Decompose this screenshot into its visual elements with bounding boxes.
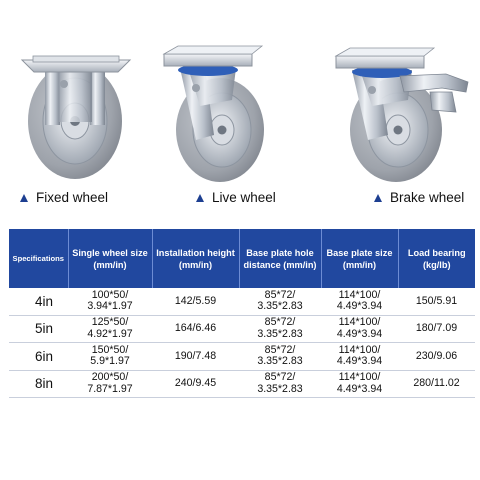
cell-height: 142/5.59 — [152, 288, 239, 315]
cell-text: 4.49*3.94 — [336, 300, 383, 313]
cell-text: 3.35*2.83 — [257, 327, 303, 340]
header-base-plate-size: Base plate size (mm/in) — [321, 229, 398, 288]
table-row — [9, 370, 475, 398]
cell-text: 3.35*2.83 — [257, 355, 303, 368]
brake-wheel-image — [336, 48, 468, 182]
cell-size: 4in — [9, 288, 68, 315]
cell-hole-distance — [239, 343, 321, 371]
cell-plate-size — [321, 343, 398, 371]
fixed-wheel-image — [22, 56, 130, 179]
header-installation-height: Installation height (mm/in) — [152, 229, 239, 288]
cell-load: 280/11.02 — [398, 370, 475, 398]
cell-text: 150*50/ — [91, 343, 129, 356]
cell-text: 114*100/ — [338, 316, 381, 329]
table-row — [9, 288, 475, 315]
cell-wheel-size — [68, 370, 152, 398]
specifications-table — [9, 229, 475, 398]
triangle-bullet-icon — [20, 194, 28, 202]
caption-fixed-wheel — [20, 190, 108, 205]
cell-height: 190/7.48 — [152, 343, 239, 371]
cell-size: 6in — [9, 343, 68, 371]
cell-text: 100*50/ — [91, 288, 129, 301]
cell-text: 200*50/ — [91, 371, 129, 384]
caster-wheels-illustration — [0, 0, 480, 215]
cell-size: 5in — [9, 315, 68, 343]
caption-live-wheel-text: Live wheel — [212, 190, 276, 205]
cell-text: 114*100/ — [338, 371, 381, 384]
live-wheel-image — [164, 46, 264, 182]
cell-text: 7.87*1.97 — [87, 382, 133, 395]
cell-wheel-size — [68, 315, 152, 343]
triangle-bullet-icon — [374, 194, 382, 202]
cell-text: 85*72/ — [264, 371, 296, 384]
cell-size: 8in — [9, 370, 68, 398]
cell-hole-distance — [239, 315, 321, 343]
cell-text: 85*72/ — [264, 316, 296, 329]
header-base-plate-hole-distance: Base plate hole distance (mm/in) — [239, 229, 321, 288]
table-row — [9, 315, 475, 343]
cell-load: 180/7.09 — [398, 315, 475, 343]
triangle-bullet-icon — [196, 194, 204, 202]
cell-text: 3.35*2.83 — [257, 382, 303, 395]
cell-height: 164/6.46 — [152, 315, 239, 343]
header-single-wheel-size: Single wheel size (mm/in) — [68, 229, 152, 288]
cell-text: 3.94*1.97 — [87, 300, 133, 313]
cell-height: 240/9.45 — [152, 370, 239, 398]
table-header-row — [9, 229, 475, 288]
cell-plate-size — [321, 315, 398, 343]
caption-live-wheel — [196, 190, 276, 205]
cell-text: 4.49*3.94 — [336, 355, 383, 368]
cell-text: 4.49*3.94 — [336, 382, 383, 395]
cell-hole-distance — [239, 370, 321, 398]
cell-text: 4.49*3.94 — [336, 327, 383, 340]
caption-brake-wheel — [374, 190, 464, 205]
cell-hole-distance — [239, 288, 321, 315]
caption-fixed-wheel-text: Fixed wheel — [36, 190, 109, 205]
cell-load: 230/9.06 — [398, 343, 475, 371]
cell-text: 3.35*2.83 — [257, 300, 303, 313]
header-load-bearing: Load bearing (kg/lb) — [398, 229, 475, 288]
cell-plate-size — [321, 288, 398, 315]
cell-text: 114*100/ — [338, 288, 381, 301]
caption-brake-wheel-text: Brake wheel — [390, 190, 465, 205]
cell-wheel-size — [68, 288, 152, 315]
header-specifications: Specifications — [9, 229, 68, 288]
cell-text: 85*72/ — [264, 343, 296, 356]
cell-plate-size — [321, 370, 398, 398]
cell-wheel-size — [68, 343, 152, 371]
cell-text: 125*50/ — [91, 316, 129, 329]
cell-text: 5.9*1.97 — [90, 355, 130, 368]
table-row — [9, 343, 475, 371]
cell-text: 114*100/ — [338, 343, 381, 356]
cell-text: 4.92*1.97 — [87, 327, 133, 340]
cell-load: 150/5.91 — [398, 288, 475, 315]
cell-text: 85*72/ — [264, 288, 296, 301]
